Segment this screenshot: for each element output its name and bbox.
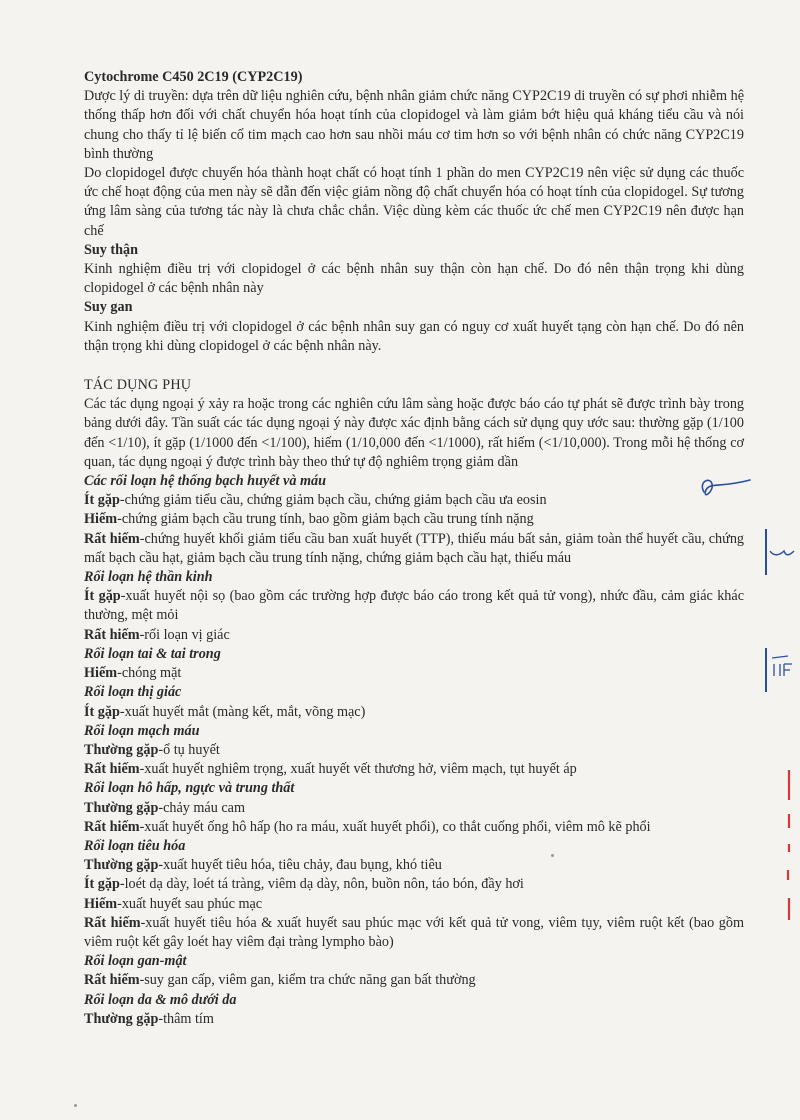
hepatic-text: Kinh nghiệm điều trị với clopidogel ở các bệnh nhân suy gan có nguy cơ xuất huyết tạng còn hạn chế. Do đó nên thận trọng khi dùng clopidogel ở các bệnh nhân này. <box>84 318 744 354</box>
ae-group-heading: Rối loạn tiêu hóa <box>84 837 186 854</box>
ae-item <box>84 971 744 990</box>
ae-frequency: Ít gặp <box>84 703 120 720</box>
ae-item <box>84 510 744 529</box>
ae-frequency: Ít gặp <box>84 876 120 893</box>
ae-item <box>84 626 744 645</box>
ae-description: -xuất huyết ống hô hấp (ho ra máu, xuất huyết phổi), co thắt cuống phổi, viêm mô kẽ phổi <box>139 818 651 835</box>
ae-group-heading: Rối loạn gan-mật <box>84 953 187 970</box>
ae-frequency: Rất hiếm <box>84 530 140 547</box>
red-stamp-edge-icon <box>786 770 792 920</box>
ae-item <box>84 741 744 760</box>
ae-frequency: Ít gặp <box>84 588 121 605</box>
ae-group-heading: Rối loạn thị giác <box>84 684 182 701</box>
ae-description: -chảy máu cam <box>158 799 245 816</box>
cyp-title: Cytochrome C450 2C19 (CYP2C19) <box>84 69 303 85</box>
ae-group-heading: Rối loạn mạch máu <box>84 722 200 739</box>
ae-description: -xuất huyết nghiêm trọng, xuất huyết vết thương hở, viêm mạch, tụt huyết áp <box>139 761 577 778</box>
ae-frequency: Hiếm <box>84 665 118 682</box>
ae-frequency: Thường gặp <box>84 799 159 816</box>
ae-group-heading: Rối loạn tai & tai trong <box>84 645 221 662</box>
ae-item <box>84 587 744 625</box>
ae-description: -rối loạn vị giác <box>139 626 230 643</box>
ae-description: -ổ tụ huyết <box>158 741 220 758</box>
ae-frequency: Rất hiếm <box>84 761 140 778</box>
ae-frequency: Thường gặp <box>84 741 159 758</box>
ae-frequency: Rất hiếm <box>84 626 140 643</box>
ae-description: -chứng huyết khối giảm tiểu cầu ban xuất huyết (TTP), thiếu máu bất sản, giảm toàn thể huyết cầu, chứng mất bạch cầu hạt, giảm bạch cầu trung tính nặng, chứng giảm bạch cầu hạt, thiếu máu <box>84 530 745 566</box>
ae-item <box>84 856 744 875</box>
ae-frequency: Rất hiếm <box>84 972 140 989</box>
ae-frequency: Thường gặp <box>84 857 159 874</box>
adverse-effects-list <box>84 472 744 1029</box>
ae-item <box>84 1010 744 1029</box>
ae-item <box>84 799 744 818</box>
ae-frequency: Hiếm <box>84 895 118 912</box>
ae-description: -loét dạ dày, loét tá tràng, viêm dạ dày, nôn, buồn nôn, táo bón, đầy hơi <box>119 876 524 893</box>
ae-description: -xuất huyết nội sọ (bao gồm các trường hợp được báo cáo trong kết quả tử vong), nhức đầu, cảm giác khác thường, mệt mỏi <box>84 588 744 624</box>
scan-speck <box>74 1104 77 1107</box>
ae-item <box>84 491 744 510</box>
ae-description: -xuất huyết mắt (màng kết, mắt, võng mạc) <box>119 703 366 720</box>
ae-item <box>84 530 744 568</box>
ae-item <box>84 818 744 837</box>
edge-pen-mark-icon <box>762 640 800 700</box>
ae-description: -xuất huyết sau phúc mạc <box>117 895 263 912</box>
ae-frequency: Hiếm <box>84 511 118 528</box>
ae-item <box>84 914 744 952</box>
ae-item <box>84 875 744 894</box>
side-effects-title: TÁC DỤNG PHỤ <box>84 377 192 394</box>
ae-description: -xuất huyết tiêu hóa & xuất huyết sau phúc mạc với kết quả tử vong, viêm tụy, viêm ruột kết (bao gồm viêm ruột kết gây loét hay viêm đại tràng lympho bào) <box>84 914 744 950</box>
ae-group-heading: Các rối loạn hệ thống bạch huyết và máu <box>84 473 327 490</box>
ae-frequency: Ít gặp <box>84 492 120 509</box>
ae-group-heading: Rối loạn hệ thần kinh <box>84 569 213 586</box>
ae-group-heading: Rối loạn da & mô dưới da <box>84 991 237 1008</box>
ae-description: -xuất huyết tiêu hóa, tiêu chảy, đau bụng, khó tiêu <box>158 857 442 874</box>
renal-text: Kinh nghiệm điều trị với clopidogel ở các bệnh nhân suy thận còn hạn chế. Do đó nên thận trọng khi dùng clopidogel ở các bệnh nhân này <box>84 261 744 297</box>
ae-frequency: Rất hiếm <box>84 914 141 931</box>
hepatic-title: Suy gan <box>84 299 133 316</box>
document-page <box>84 68 744 1029</box>
ae-description: -suy gan cấp, viêm gan, kiểm tra chức năng gan bất thường <box>139 972 476 989</box>
ae-description: -chứng giảm bạch cầu trung tính, bao gồm giảm bạch cầu trung tính nặng <box>117 511 534 528</box>
handwritten-signature-icon <box>690 470 770 510</box>
ae-item <box>84 760 744 779</box>
edge-pen-mark-icon <box>760 525 800 585</box>
ae-group-heading: Rối loạn hô hấp, ngực và trung thất <box>84 780 295 797</box>
ae-item <box>84 895 744 914</box>
ae-frequency: Thường gặp <box>84 1010 159 1027</box>
ae-item <box>84 664 744 683</box>
side-effects-intro: Các tác dụng ngoại ý xảy ra hoặc trong các nghiên cứu lâm sàng hoặc được báo cáo tự phát sẽ được trình bày trong bảng dưới đây. Tần suất các tác dụng ngoại ý này được xác định bằng cách sử dụng quy ước sau: thường gặp (1/100 đến <1/10), ít gặp (1/1000 đến <1/100), hiếm (1/10,000 đến <1/1000), rất hiếm (<1/10,000). Trong mỗi hệ thống cơ quan, tác dụng ngoại ý được trình bày theo thứ tự độ nghiêm trọng giảm dần <box>84 396 744 470</box>
scan-speck <box>551 854 554 857</box>
ae-frequency: Rất hiếm <box>84 818 140 835</box>
ae-description: -chứng giảm tiểu cầu, chứng giảm bạch cầu, chứng giảm bạch cầu ưa eosin <box>119 492 547 509</box>
ae-description: -thâm tím <box>158 1010 214 1027</box>
renal-title: Suy thận <box>84 241 139 258</box>
cyp-paragraph-1: Dược lý di truyền: dựa trên dữ liệu nghiên cứu, bệnh nhân giảm chức năng CYP2C19 di truyền có sự phơi nhiễm hệ thống thấp hơn đối với chất chuyển hóa hoạt tính của clopidogel và làm giảm bớt hiệu quả kháng tiểu cầu và nói chung cho thấy tỉ lệ biến cố tim mạch cao hơn sau nhồi máu cơ tim hơn so với bệnh nhân có chức năng CYP2C19 bình thường <box>84 88 744 162</box>
ae-description: -chóng mặt <box>117 665 182 682</box>
cyp-paragraph-2: Do clopidogel được chuyển hóa thành hoạt chất có hoạt tính 1 phần do men CYP2C19 nên việc sử dụng các thuốc ức chế hoạt động của men này sẽ dẫn đến việc giảm nồng độ chất chuyển hóa có hoạt tính của clopidogel. Sự tương ứng lâm sàng của tương tác này là chưa chắc chắn. Việc dùng kèm các thuốc ức chế men CYP2C19 nên được hạn chế <box>84 165 744 239</box>
ae-item <box>84 703 744 722</box>
